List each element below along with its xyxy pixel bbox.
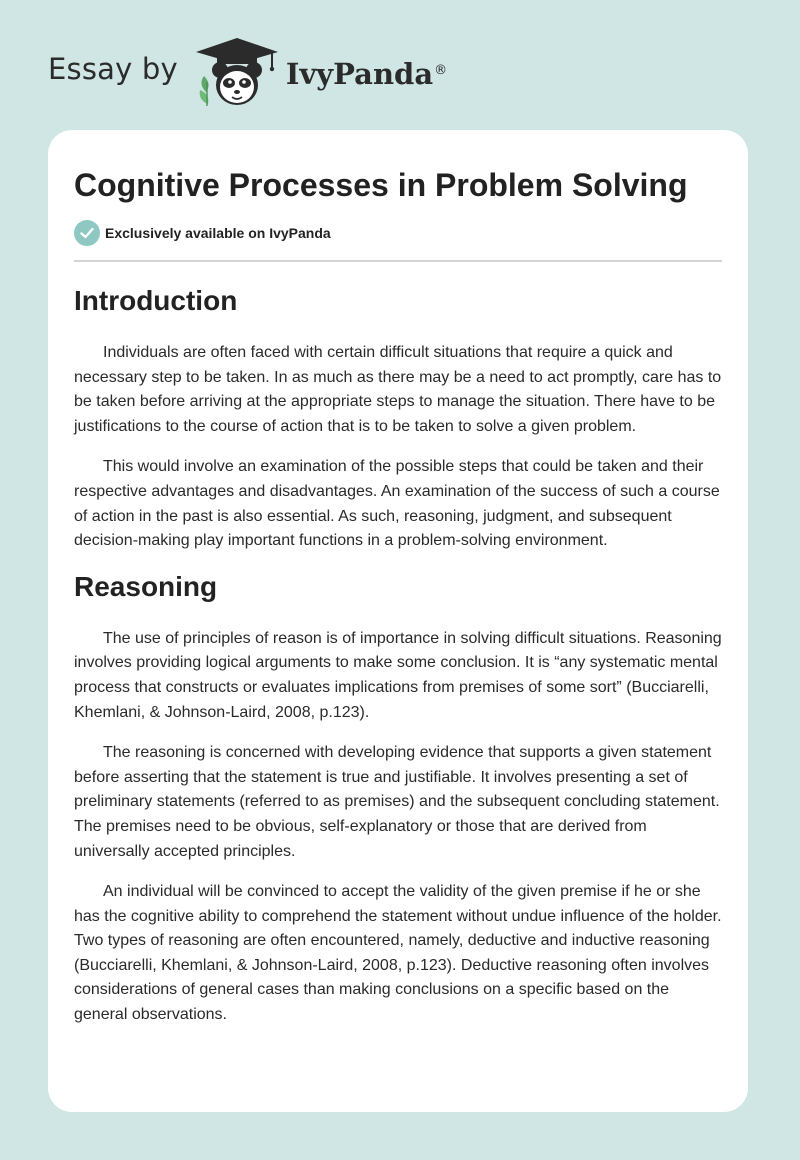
exclusive-label: Exclusively available on IvyPanda	[105, 225, 331, 241]
registered-mark: ®	[434, 62, 448, 78]
paragraph: The use of principles of reason is of importance in solving difficult situations. Reasoning involves providing logical arguments to make some conclusion. It is “any systematic mental process that constructs or evaluates implications from premises of some sort” (Bucciarelli, Khemlani, & Johnson-Laird, 2008, p.123).	[74, 629, 722, 721]
ivypanda-logo-icon[interactable]	[192, 34, 282, 110]
checkmark-icon	[74, 220, 100, 246]
essay-card	[48, 130, 748, 1112]
site-header	[48, 34, 447, 110]
paragraph: This would involve an examination of the possible steps that could be taken and their respective advantages and disadvantages. An examination of the success of such a course of action in the past is also essential. As such, reasoning, judgment, and subsequent decision-making play important functions in a problem-solving environment.	[74, 458, 720, 550]
exclusive-badge	[74, 219, 722, 247]
paragraph: An individual will be convinced to accept the validity of the given premise if he or she has the cognitive ability to comprehend the statement without undue influence of the holder. Two types of reasoning are often encountered, namely, deductive and inductive reasoning (Bucciarelli, Khemlani, & Johnson-Laird, 2008, p.123). Deductive reasoning often involves considerations of general cases than making conclusions on a specific based on the general observations.	[74, 883, 722, 1024]
ivypanda-brand-name[interactable]: IvyPanda	[285, 57, 434, 91]
section-heading-introduction: Introduction	[74, 285, 238, 316]
essay-by-label: Essay by	[48, 52, 178, 86]
section-heading-reasoning: Reasoning	[74, 570, 218, 602]
divider	[74, 260, 722, 262]
paragraph: Individuals are often faced with certain difficult situations that require a quick and necessary step to be taken. In as much as there may be a need to act promptly, care has to be taken before arriving at the appropriate steps to manage the situation. There have to be justifications to the course of action that is to be taken to solve a given problem.	[74, 344, 722, 435]
page-title: Cognitive Processes in Problem Solving	[74, 167, 688, 203]
paragraph: The reasoning is concerned with developing evidence that supports a given statement before asserting that the statement is true and justifiable. It involves presenting a set of preliminary statements (referred to as premises) and the subsequent concluding statement. The premises need to be obvious, self-explanatory or those that are derived from universally accepted principles.	[74, 744, 720, 860]
